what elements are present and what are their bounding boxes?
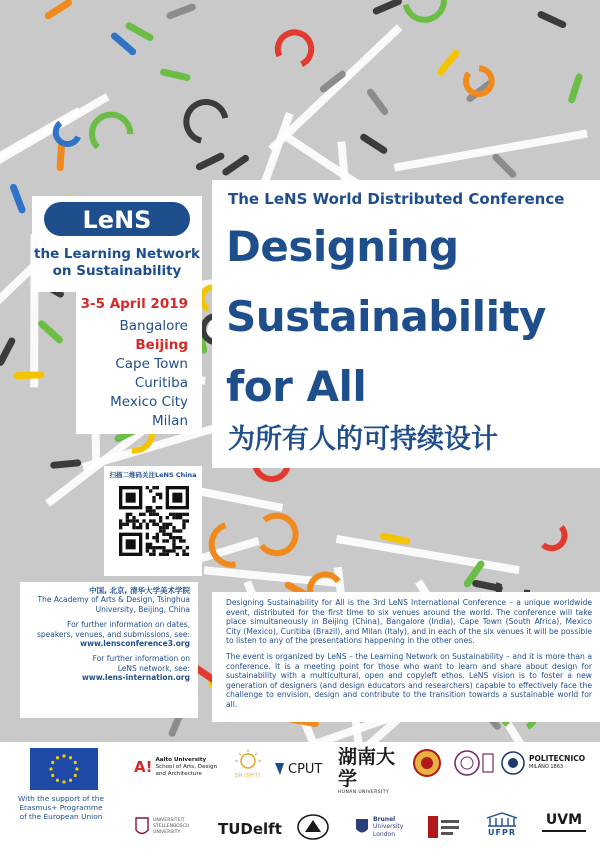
deco-ring (250, 508, 303, 561)
deco-ring (84, 107, 138, 161)
deco-capsule (170, 7, 192, 16)
description-paragraph-1: Designing Sustainability for All is the 3rd LeNS International Conference – a unique worldwide event, distributed for the first time to six venues around the world. The conference will take place simultaneously in Beijing (China), Bangalore (India), Cape Town (South Africa), Mexico City (Mexico), Curitiba (Brazil), and Milan (Italy), and in each of the six venues it will be possible to listen to any of the presentations happening in the other ones. (226, 598, 592, 646)
title-line-1: Designing (226, 222, 459, 271)
eu-text-line-2: Erasmus+ Programme (19, 803, 103, 813)
institute-logo[interactable] (426, 812, 462, 842)
hunan-logo[interactable] (338, 746, 402, 795)
deco-capsule (164, 72, 187, 77)
deco-ring (399, 0, 450, 26)
hunan-sub: HUNAN UNIVERSITY (338, 790, 390, 795)
tudelft-logo[interactable] (218, 812, 282, 846)
sponsor-footer (0, 742, 600, 860)
brunel-line-1: Brunel (373, 816, 396, 824)
deco-capsule (383, 536, 406, 541)
polimi-text: POLITECNICO (529, 754, 586, 763)
lens-logo-text: LeNS (82, 206, 152, 234)
address-line-3: University, Beijing, China (95, 604, 190, 614)
dates-venues-panel (76, 292, 202, 434)
description-panel (212, 592, 600, 722)
aalto-line-2: School of Arts, Design (155, 763, 218, 770)
deco-capsule (114, 36, 132, 52)
venue-bangalore: Bangalore (119, 318, 188, 334)
deco-capsule (129, 26, 150, 38)
lens-logo (44, 200, 190, 238)
deco-ring (272, 27, 316, 71)
conference-url-link[interactable]: www.lensconference3.org (80, 639, 190, 649)
uvm-text: UVM (545, 812, 583, 828)
deco-bar (336, 535, 520, 574)
deco-capsule (370, 92, 384, 111)
cput-mark-icon (274, 761, 286, 777)
eu-star (69, 756, 72, 759)
stellenbosch-line-2: STELLENBOSCH (153, 824, 190, 830)
mexico-university-logo[interactable] (296, 812, 330, 842)
eu-star (62, 780, 65, 783)
qr-panel (104, 466, 202, 576)
deco-bar (394, 129, 588, 171)
srishti-logo[interactable] (228, 746, 268, 780)
aalto-logo[interactable] (134, 750, 224, 784)
deco-capsule (60, 144, 61, 168)
polimi-logo[interactable] (500, 746, 596, 780)
deco-capsule (199, 156, 221, 167)
deco-capsule (376, 1, 398, 10)
eu-star (51, 761, 54, 764)
deco-capsule (17, 375, 41, 376)
event-dates: 3-5 April 2019 (80, 296, 188, 312)
title-panel (212, 180, 600, 468)
network-url-link[interactable]: www.lens-internation.org (81, 673, 190, 683)
deco-ring (534, 517, 570, 553)
further-info-1-line-2: speakers, venues, and submissions, see: (36, 629, 190, 639)
conference-subtitle: The LeNS World Distributed Conference (228, 190, 565, 208)
eu-star (56, 756, 59, 759)
eu-flag-icon (30, 748, 98, 790)
further-info-1-line-1: For further information on dates, (67, 620, 190, 630)
circular-seal-logo[interactable] (412, 748, 442, 778)
aalto-line-1: Aalto University (155, 756, 207, 763)
description-paragraph-2: The event is organized by LeNS – the Learning Network on Sustainability – and it is more than a conference. It is a meeting point for those who want to learn and share about design for sustainability with a multicultural, open and copyleft ethos. LeNS vision is to foster a new generation of designers (and design educators and researchers) capable to effectively face the challenge to envision, design and contribute to the transition towards a sustainable world for all. (226, 651, 592, 709)
venue-curitiba: Curitiba (134, 375, 188, 391)
deco-capsule (441, 53, 456, 72)
eu-text-line-3: of the European Union (19, 812, 103, 822)
address-line-2: The Academy of Arts & Design, Tsinghua (37, 595, 190, 605)
srishti-text: SRISHTI (234, 773, 262, 779)
lens-logo-panel (32, 196, 202, 292)
address-line-cn: 中国, 北京, 清华大学美术学院 (89, 586, 190, 595)
tsinghua-academy-logo[interactable] (452, 748, 496, 778)
tudelft-text: TUDelft (218, 820, 282, 838)
info-panel (20, 582, 198, 718)
ufpr-building-icon (486, 812, 518, 828)
logo-tagline-1: the Learning Network (34, 246, 200, 262)
stellenbosch-logo[interactable] (134, 810, 206, 844)
eu-star (74, 761, 77, 764)
deco-capsule (364, 137, 384, 150)
cput-text: CPUT (288, 761, 323, 777)
qr-code[interactable] (119, 486, 189, 556)
cput-logo[interactable] (274, 752, 330, 786)
polimi-sub: MILANO 1863 (529, 764, 564, 770)
further-info-2-line-2: LeNS network, see: (117, 663, 190, 673)
ufpr-text: UFPR (488, 828, 516, 837)
brunel-logo[interactable] (354, 810, 420, 844)
eu-support-text (6, 794, 116, 822)
stellenbosch-line-3: UNIVERSITY (153, 829, 181, 835)
title-chinese: 为所有人的可持续设计 (228, 424, 498, 455)
title-line-3: for All (226, 362, 367, 411)
hunan-text: 湖南大学 (338, 746, 396, 790)
aalto-line-3: and Architecture (155, 770, 203, 777)
eu-star (75, 767, 78, 770)
brunel-line-2: University (373, 823, 404, 831)
eu-star (49, 767, 52, 770)
deco-capsule (13, 187, 22, 209)
further-info-2-line-1: For further information on (92, 654, 190, 664)
eu-star (74, 774, 77, 777)
eu-star (62, 754, 65, 757)
deco-capsule (1, 341, 12, 362)
eu-star (56, 779, 59, 782)
polimi-seal-icon (500, 750, 526, 776)
deco-capsule (496, 157, 513, 174)
qr-caption: 扫描二维码关注LeNS China (109, 471, 197, 479)
srishti-sun-icon (233, 747, 263, 773)
stellenbosch-crest-icon (134, 816, 150, 838)
logo-tagline-2: on Sustainability (52, 263, 182, 279)
eu-star (69, 779, 72, 782)
deco-ring (182, 98, 230, 146)
eu-text-line-1: With the support of the (18, 794, 104, 803)
deco-capsule (48, 3, 68, 16)
venue-mexico-city: Mexico City (110, 394, 188, 410)
stellenbosch-line-1: UNIVERSITEIT (153, 818, 185, 824)
ufpr-logo[interactable] (480, 812, 524, 846)
deco-capsule (54, 463, 78, 465)
brunel-crest-icon (354, 817, 370, 837)
deco-capsule (42, 324, 60, 340)
uvm-logo[interactable] (540, 812, 588, 846)
venue-beijing: Beijing (135, 337, 188, 353)
venue-cape-town: Cape Town (115, 356, 188, 372)
deco-capsule (226, 158, 246, 172)
aalto-mark: A! (134, 758, 153, 776)
brunel-line-3: London (373, 830, 395, 838)
eu-star (51, 774, 54, 777)
deco-bar (268, 24, 402, 152)
deco-capsule (541, 15, 563, 25)
venue-milan: Milan (152, 413, 188, 429)
deco-capsule (572, 77, 579, 100)
title-line-2: Sustainability (226, 292, 546, 341)
